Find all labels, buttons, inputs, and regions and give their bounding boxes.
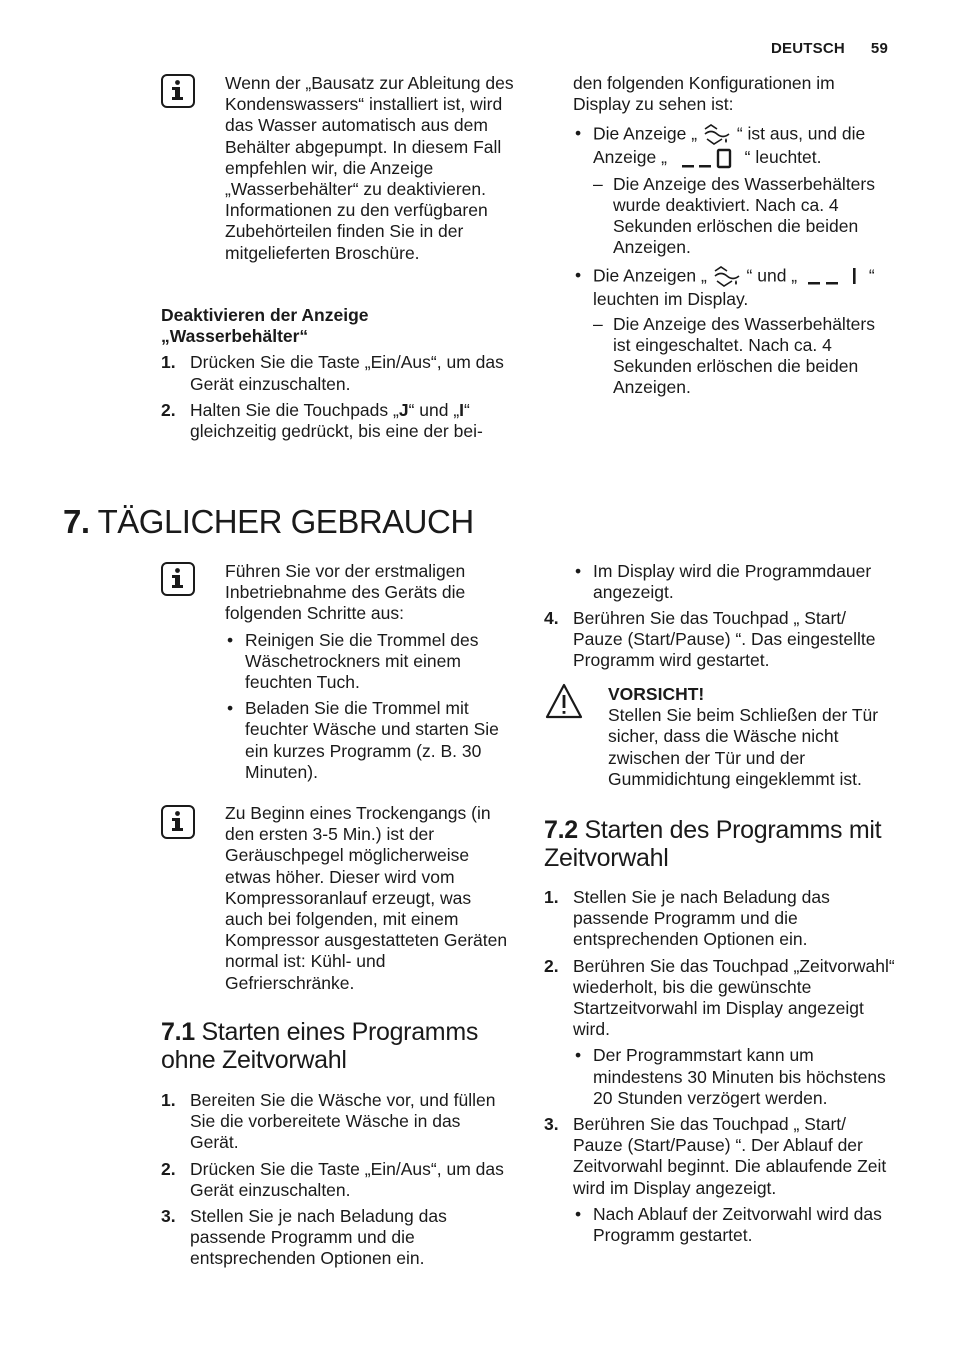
display-segment-icon [672,148,740,170]
sub-list [593,174,895,259]
section-number: 7.2 [544,816,578,844]
warning-title: VORSICHT! [608,684,705,704]
list-item [161,1159,511,1201]
config-list [573,123,895,398]
warning-triangle-icon [545,683,583,719]
list-item: • Beladen Sie die Trommel mit feuchter Wäsche und starten Sie ein kurzes Programm (z. B. 30 Minuten). [225,698,510,783]
chapter-title-text: TÄGLICHER GEBRAUCH [97,503,474,540]
steps-list [161,352,511,442]
item-text: “ und „ [741,265,802,286]
item-text: Die Anzeigen „ [593,265,712,286]
sub-item: • Der Programmstart kann um mindestens 30 Minuten bis höchstens 20 Stunden verzögert werden. [573,1045,899,1109]
steps-list [161,1090,511,1270]
subheading-line: Deaktivieren der Anzeige [161,305,369,325]
header-language: DEUTSCH [771,40,845,57]
info-text: Führen Sie vor der erstmaligen Inbetriebnahme des Geräts die folgenden Schritte aus: [225,561,466,624]
section-heading [544,816,899,872]
step-number: 3. [544,1114,559,1135]
list-item [544,887,899,951]
steps-list [544,887,899,1246]
item-text: “ leuchtet. [739,147,822,168]
step-number: 2. [161,399,176,420]
step-number: 4. [544,608,559,628]
step-text: Stellen Sie je nach Beladung das passende Programm und die entsprechenden Optionen ein. [190,1206,447,1269]
info-icon [161,562,195,596]
subheading-line: „Wasserbehälter“ [161,326,309,347]
list-item [161,400,511,442]
step-text: Drücken Sie die Taste „Ein/Aus“, um das Gerät einzuschalten. [190,1158,504,1200]
list-item: • Im Display wird die Programmdauer angezeigt. [573,561,898,603]
steps-list [544,608,898,672]
step-number: 1. [161,352,176,373]
step-text: “ und „ [408,399,460,420]
section-heading [161,1018,511,1074]
list-item [573,123,895,258]
sub-item: – Die Anzeige des Wasserbehälters wurde deaktiviert. Nach ca. 4 Sekunden erlöschen die beiden Anzeigen. [593,174,895,259]
info-icon [161,805,195,839]
list-item [161,1090,511,1154]
page-header [771,38,888,59]
right-column-steps [573,561,898,608]
sub-item: – Die Anzeige des Wasserbehälters ist eingeschaltet. Nach ca. 4 Sekunden erlöschen die beiden Anzeigen. [593,314,895,399]
step-text: Berühren Sie das Touchpad „ Start/ Pauze (Start/Pause) “. Der Ablauf der Zeitvorwahl beginnt. Die ablaufende Zeit wird im Display angezeigt. [573,1114,887,1198]
sub-list [573,1045,899,1109]
deactivate-section [161,305,511,447]
item-text: “ [864,265,875,286]
water-tank-icon [712,265,742,289]
info-note-condensate [225,73,515,264]
intro-text: den folgenden Konfigurationen im Display zu sehen ist: [573,73,835,115]
info-text: Zu Beginn eines Trockengangs (in den ersten 3-5 Min.) ist der Geräuschpegel möglicherweise etwas höher. Dieser wird vom Kompressoranlauf erzeugt, was auch bei folgenden, mit einem Kompressor ausgestatteten Geräten normal ist: Kühl- und Gefrierschränke. [225,803,508,993]
display-list [573,561,898,603]
sub-item: • Nach Ablauf der Zeitvorwahl wird das Programm gestartet. [573,1204,899,1246]
section-title: Starten des Programms mit Zeitvorwahl [544,816,882,872]
step-text: Bereiten Sie die Wäsche vor, und füllen Sie die vorbereitete Wäsche in das Gerät. [190,1090,496,1153]
chapter-title [63,502,474,542]
step-text: Berühren Sie das Touchpad „Zeitvorwahl“ wiederholt, bis die gewünschte Startzeitvorwahl im Display angezeigt wird. [573,955,895,1040]
step-number: 2. [161,1158,176,1179]
first-use-list [225,630,510,783]
list-item [544,1114,899,1246]
sub-list [593,314,895,399]
section-title: Starten eines Programms ohne Zeitvorwahl [161,1018,479,1074]
step-text: Stellen Sie je nach Beladung das passende Programm und die entsprechenden Optionen ein. [573,887,830,950]
step-number: 1. [544,887,559,907]
subheading [161,305,511,347]
list-item: • Reinigen Sie die Trommel des Wäschetrockners mit einem feuchten Tuch. [225,630,510,694]
warning-box [608,684,898,790]
chapter-number: 7. [63,503,90,540]
display-configurations [573,73,895,404]
display-segment-icon [802,266,864,288]
info-icon [161,74,195,108]
list-item [161,1206,511,1270]
info-text: Informationen zu den verfügbaren Zubehörteilen finden Sie in der mitgelieferten Broschüre. [225,200,488,263]
item-text: leuchten im Display. [593,288,749,309]
info-note-noise [225,803,513,994]
list-item [544,956,899,1109]
step-number: 1. [161,1090,176,1110]
touchpad-key: I [459,399,465,420]
section-7-1 [161,1018,511,1275]
step-text: “ gleichzeitig gedrückt, bis eine der bei- [190,399,483,442]
warning-text: Stellen Sie beim Schließen der Tür sicher, dass die Wäsche nicht zwischen der Tür und der Gummidichtung eingeklemmt ist. [608,705,879,789]
step-4 [544,608,898,677]
step-number: 3. [161,1206,176,1227]
touchpad-key: J [398,399,409,420]
step-text: Halten Sie die Touchpads „ [190,399,399,420]
item-text: Die Anzeige „ [593,124,702,145]
sub-list [573,1204,899,1246]
item-text: Anzeige „ [593,147,672,168]
section-number: 7.1 [161,1018,195,1046]
page-number: 59 [870,40,888,57]
step-text: Berühren Sie das Touchpad „ Start/ Pauze (Start/Pause) “. Das eingestellte Programm wird gestartet. [573,608,876,671]
step-number: 2. [544,955,559,976]
water-tank-icon [702,123,732,147]
list-item [544,608,898,672]
list-item [161,352,511,394]
step-text: Drücken Sie die Taste „Ein/Aus“, um das Gerät einzuschalten. [190,352,504,394]
list-item [573,265,895,399]
section-7-2 [544,816,899,1251]
item-text: “ ist aus, und die [731,124,866,145]
info-text: Wenn der „Bausatz zur Ableitung des Kondenswassers“ installiert ist, wird das Wasser automatisch aus dem Behälter abgepumpt. In diesem Fall empfehlen wir, die Anzeige „Wasserbehälter“ zu deaktivieren. [225,73,514,200]
info-note-first-use [225,561,510,788]
